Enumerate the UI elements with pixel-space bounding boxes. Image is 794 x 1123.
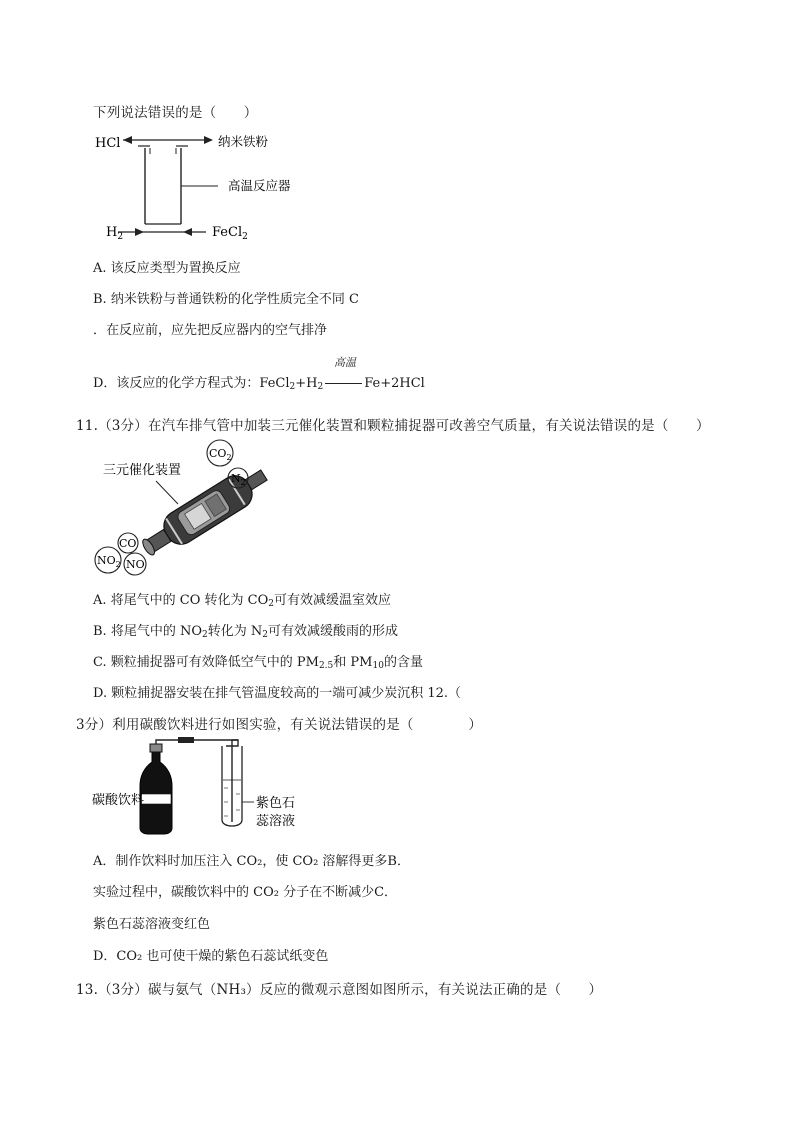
hcl-label: HCl (95, 136, 121, 151)
q12-carbonated-drink-figure (88, 736, 318, 836)
q10-stem: 下列说法错误的是（ ） (93, 105, 258, 121)
h2-label: $H_2$ (106, 225, 124, 242)
reaction-condition: 高温 (334, 356, 356, 369)
q11-stem: 11.（3分）在汽车排气管中加装三元催化装置和颗粒捕捉器可改善空气质量，有关说法错误的是（ ） (76, 418, 710, 434)
tube-connector (178, 737, 194, 743)
q12-option-b: 实验过程中，碳酸饮料中的 CO₂ 分子在不断减少C． (93, 885, 398, 900)
no2-label: $NO_2$ (97, 554, 121, 569)
q12-option-c: 紫色石蕊溶液变红色 (93, 917, 211, 932)
q12-option-a: A．制作饮料时加压注入 CO₂，使 CO₂ 溶解得更多B． (93, 854, 410, 869)
litmus-label-line1: 紫色石 (256, 796, 296, 811)
q11-catalytic-converter-figure (88, 438, 288, 578)
arrow-right-icon (135, 228, 144, 236)
fecl2-label: FeCl$_2$ (212, 225, 248, 242)
q11-option-c: C. 颗粒捕捉器可有效降低空气中的 $PM_{2.5}$和 $PM_{10}$的含量 (93, 655, 423, 671)
q10-option-b: B. 纳米铁粉与普通铁粉的化学性质完全不同 C (93, 292, 359, 307)
q12-stem: 3分）利用碳酸饮料进行如图实验，有关说法错误的是（ ） (76, 717, 483, 733)
reactor-label: 高温反应器 (228, 178, 291, 193)
q11-option-a: A. 将尾气中的 CO 转化为 $CO_2$可有效减缓温室效应 (93, 593, 392, 609)
arrow-left-icon (183, 228, 192, 236)
arrow-left-icon (123, 136, 132, 144)
carbonated-drink-label: 碳酸饮料 (92, 793, 145, 808)
q11-option-d: D. 颗粒捕捉器安装在排气管温度较高的一端可减少炭沉积 12.（ (93, 686, 462, 701)
co2-label: $CO_2$ (209, 447, 232, 462)
n2-label: $N_2$ (231, 472, 246, 487)
q10-option-d: D．该反应的化学方程式为：$FeCl_2+H_2$ Fe+2HCl (93, 376, 425, 392)
co-label: CO (119, 537, 137, 550)
no-label: NO (126, 558, 145, 571)
q10-option-a: A. 该反应类型为置换反应 (93, 261, 241, 276)
q11-option-b: B. 将尾气中的 $NO_2$转化为 $N_2$可有效减缓酸雨的形成 (93, 624, 398, 640)
q10-reactor-diagram (88, 128, 318, 246)
arrow-right-icon (204, 136, 213, 144)
q12-option-d: D．CO₂ 也可使干燥的紫色石蕊试纸变色 (93, 949, 329, 964)
q13-stem: 13.（3分）碳与氨气（NH₃）反应的微观示意图如图所示，有关说法正确的是（ ） (76, 982, 603, 998)
nano-iron-label: 纳米铁粉 (218, 134, 269, 149)
catalytic-device-label: 三元催化装置 (103, 463, 182, 478)
litmus-label-line2: 蕊溶液 (256, 814, 296, 829)
q10-option-c: ．在反应前，应先把反应器内的空气排净 (93, 323, 328, 338)
bottle-cap-icon (150, 744, 162, 752)
equation-arrow (325, 383, 362, 384)
